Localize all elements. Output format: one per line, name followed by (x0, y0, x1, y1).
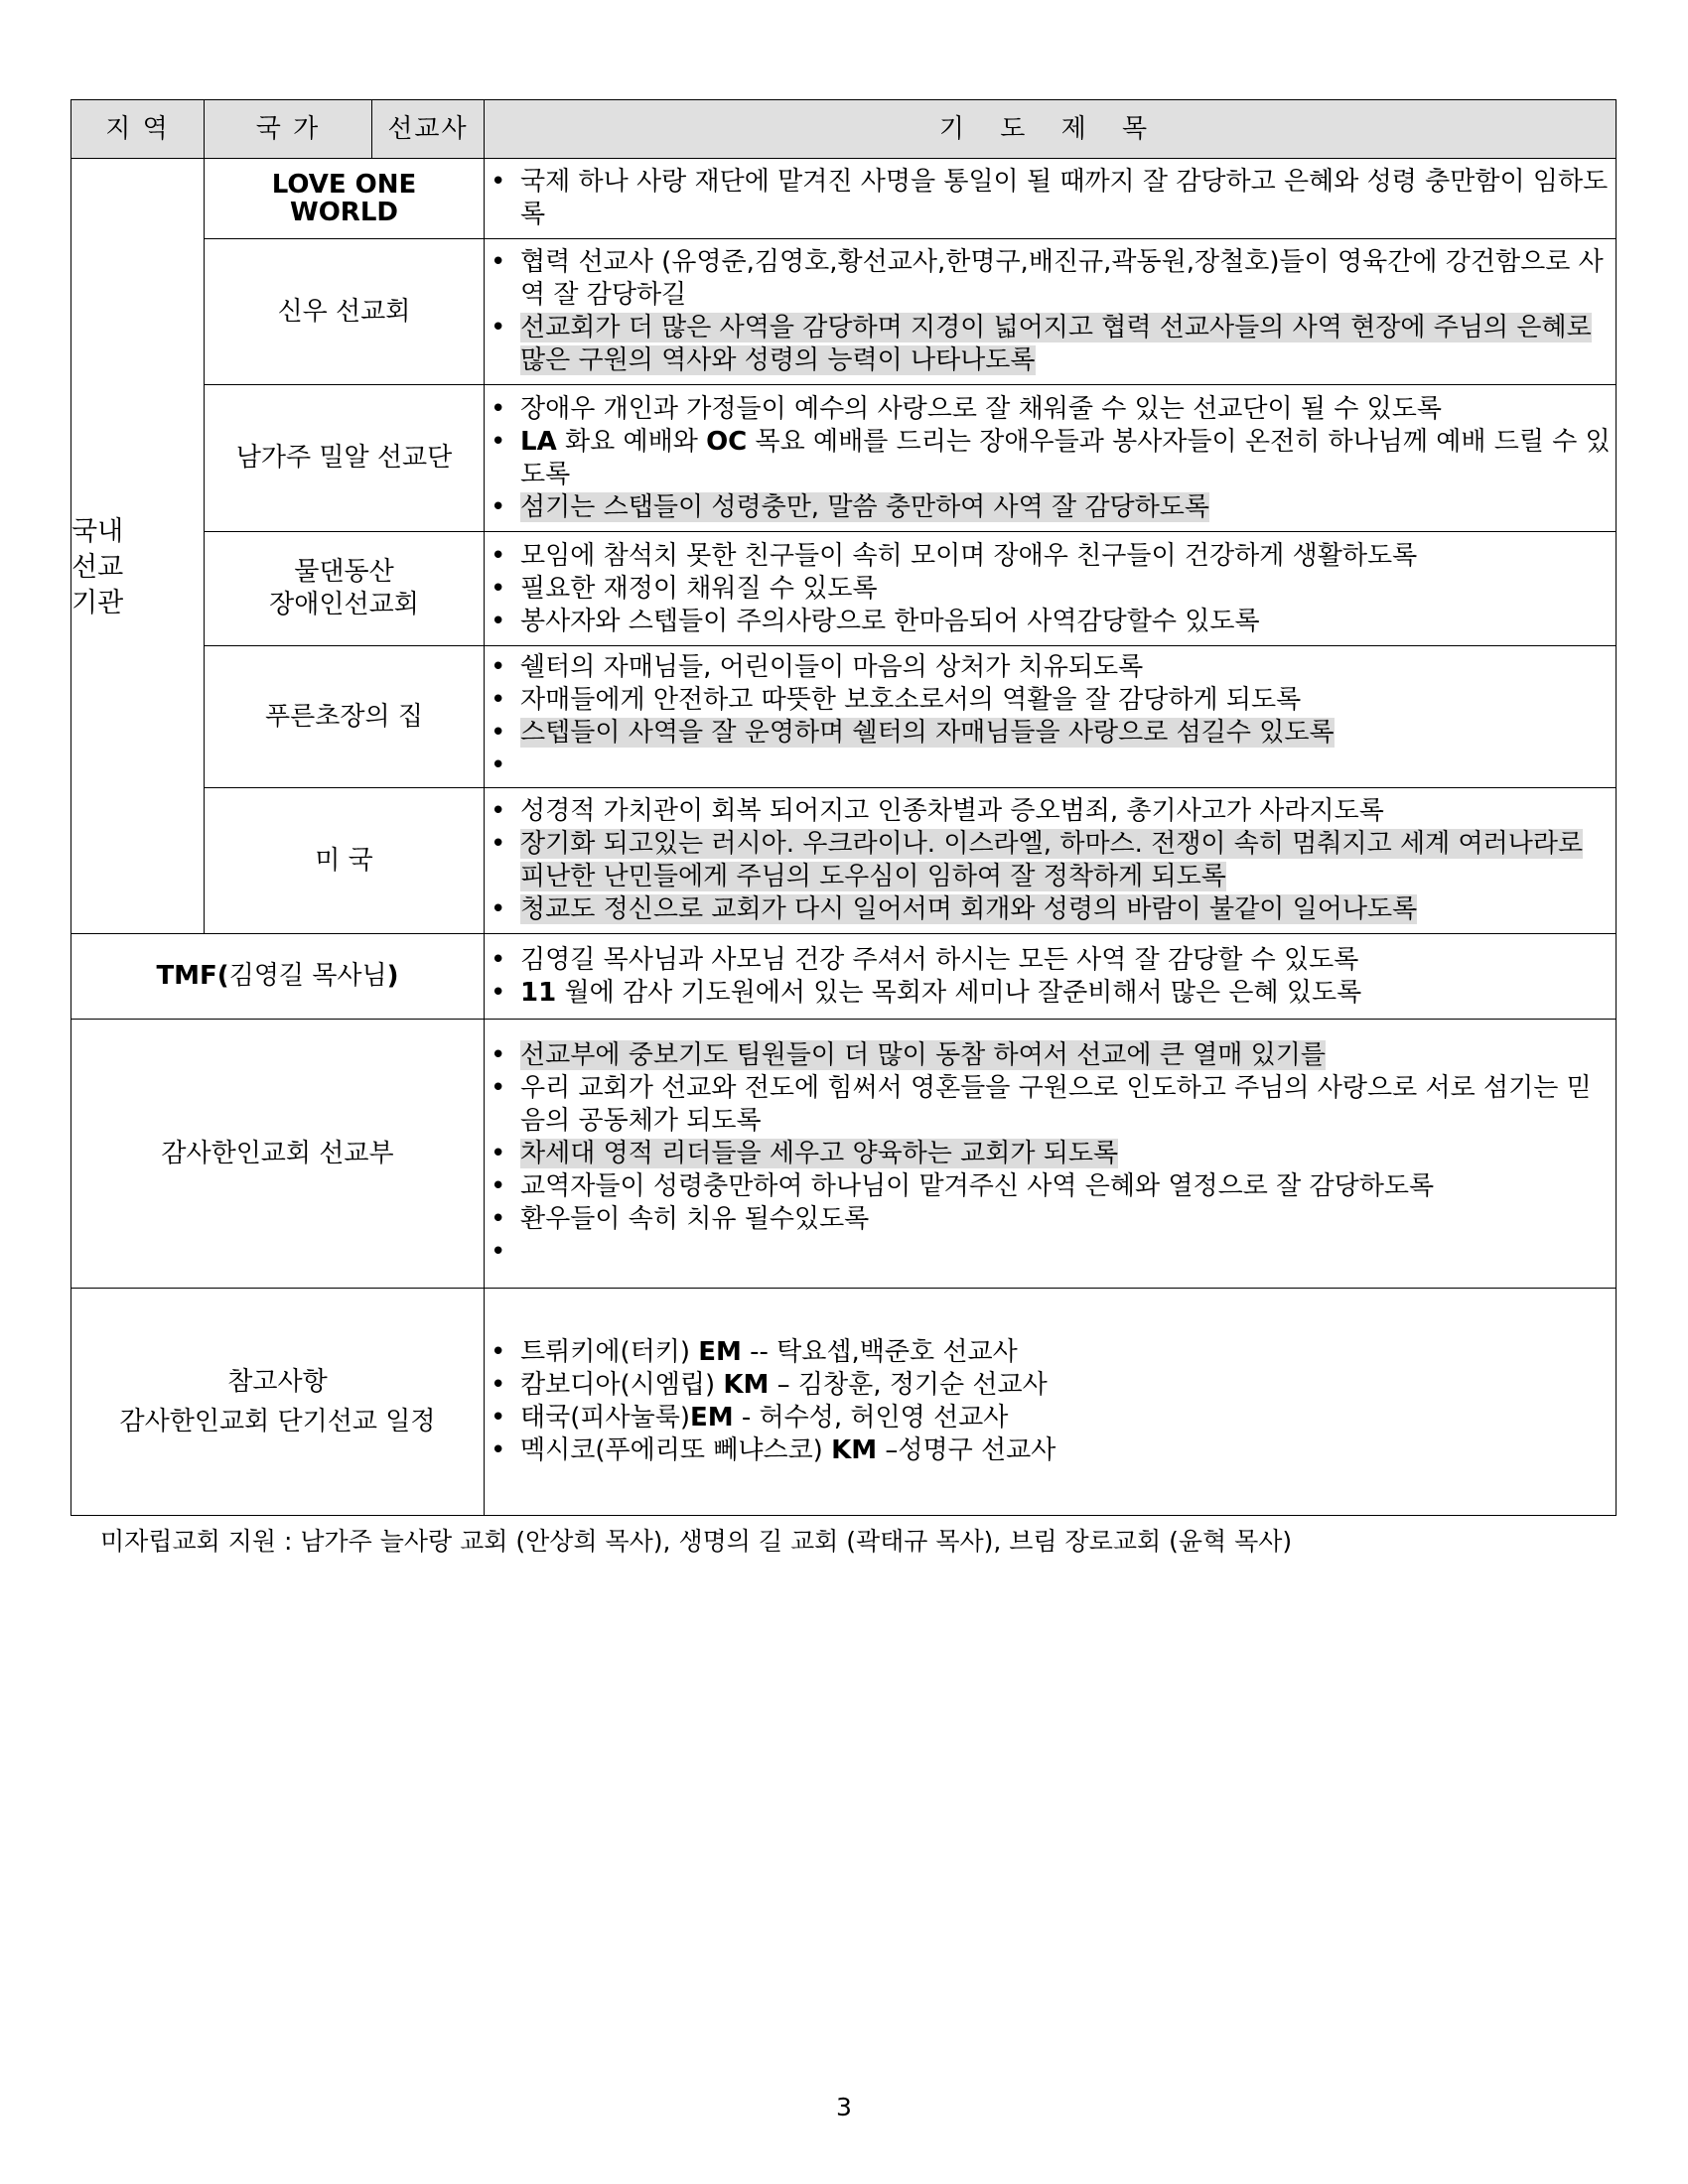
table-row (71, 159, 1617, 239)
list-item: • 국제 하나 사랑 재단에 맡겨진 사명을 통일이 될 때까지 잘 감당하고 은혜와 성령 충만함이 임하도록 (485, 166, 1616, 231)
prayer-items (485, 239, 1617, 385)
list-item: • 11 월에 감사 기도원에서 있는 목회자 세미나 잘준비해서 많은 은혜 있도록 (485, 977, 1616, 1010)
table-row (71, 1289, 1617, 1516)
region-cell (71, 159, 205, 934)
prayer-table (70, 99, 1617, 1516)
list-item: • 교역자들이 성령충만하여 하나님이 맡겨주신 사역 은혜와 열정으로 잘 감당하도록 (485, 1170, 1616, 1203)
table-row (71, 1020, 1617, 1289)
table-row (71, 934, 1617, 1020)
list-item: • 멕시코(푸에리또 뻬냐스코) KM –성명구 선교사 (485, 1434, 1616, 1467)
header-prayer-title: 기 도 제 목 (485, 100, 1617, 159)
list-item: • 협력 선교사 (유영준,김영호,황선교사,한명구,배진규,곽동원,장철호)들이 영육간에 강건함으로 사역 잘 감당하길 (485, 246, 1616, 312)
prayer-items (485, 934, 1617, 1020)
list-item: • 필요한 재정이 채워질 수 있도록 (485, 573, 1616, 606)
org-love-one-world: LOVE ONE WORLD (205, 159, 485, 239)
list-item: • 성경적 가치관이 회복 되어지고 인종차별과 증오범죄, 총기사고가 사라지도록 (485, 795, 1616, 828)
header-region: 지 역 (71, 100, 205, 159)
list-item: • 선교회가 더 많은 사역을 감당하며 지경이 넓어지고 협력 선교사들의 사역 현장에 주님의 은혜로 많은 구원의 역사와 성령의 능력이 나타나도록 (485, 312, 1616, 377)
prayer-items (485, 159, 1617, 239)
prayer-items (485, 1289, 1617, 1516)
list-item: • 환우들이 속히 치유 될수있도록 (485, 1203, 1616, 1236)
org-shinwoo: 신우 선교회 (205, 239, 485, 385)
table-row (71, 239, 1617, 385)
reference-cell: 참고사항 감사한인교회 단기선교 일정 (71, 1289, 485, 1516)
region-label: 국내 선교 기관 (71, 516, 124, 618)
prayer-items (485, 788, 1617, 934)
list-item: • 청교도 정신으로 교회가 다시 일어서며 회개와 성령의 바람이 불같이 일어나도록 (485, 893, 1616, 926)
table-header-row (71, 100, 1617, 159)
prayer-items (485, 1020, 1617, 1289)
org-usa: 미 국 (205, 788, 485, 934)
list-item: • 태국(피사눌룩)EM - 허수성, 허인영 선교사 (485, 1402, 1616, 1434)
prayer-items (485, 646, 1617, 788)
list-item: • 선교부에 중보기도 팀원들이 더 많이 동참 하여서 선교에 큰 열매 있기를 (485, 1039, 1616, 1072)
table-row (71, 788, 1617, 934)
list-item: • LA 화요 예배와 OC 목요 예배를 드리는 장애우들과 봉사자들이 온전히 하나님께 예배 드릴 수 있도록 (485, 426, 1616, 491)
list-item: • 캄보디아(시엠립) KM – 김창훈, 정기순 선교사 (485, 1369, 1616, 1402)
list-item: • 장애우 개인과 가정들이 예수의 사랑으로 잘 채워줄 수 있는 선교단이 될 수 있도록 (485, 393, 1616, 426)
list-item: • 스텝들이 사역을 잘 운영하며 쉘터의 자매님들을 사랑으로 섬길수 있도록 (485, 717, 1616, 750)
list-item: • 섬기는 스탭들이 성령충만, 말씀 충만하여 사역 잘 감당하도록 (485, 491, 1616, 524)
list-item: • 쉘터의 자매님들, 어린이들이 마음의 상처가 치유되도록 (485, 651, 1616, 684)
prayer-items (485, 385, 1617, 532)
org-green-pasture: 푸른초장의 집 (205, 646, 485, 788)
org-muldaen: 물댄동산 장애인선교회 (205, 532, 485, 646)
list-item: • 우리 교회가 선교와 전도에 힘써서 영혼들을 구원으로 인도하고 주님의 사랑으로 서로 섬기는 믿음의 공동체가 되도록 (485, 1072, 1616, 1138)
list-item: • 김영길 목사님과 사모님 건강 주셔서 하시는 모든 사역 잘 감당할 수 있도록 (485, 944, 1616, 977)
header-country: 국 가 (205, 100, 372, 159)
header-missionary: 선교사 (372, 100, 485, 159)
list-item (485, 750, 1616, 782)
org-tmf: TMF(김영길 목사님) (71, 934, 485, 1020)
prayer-items (485, 532, 1617, 646)
org-church-mission: 감사한인교회 선교부 (71, 1020, 485, 1289)
list-item: • 트뤼키에(터키) EM -- 탁요셉,백준호 선교사 (485, 1336, 1616, 1369)
list-item: • 자매들에게 안전하고 따뜻한 보호소로서의 역활을 잘 감당하게 되도록 (485, 684, 1616, 717)
list-item: • 봉사자와 스텝들이 주의사랑으로 한마음되어 사역감당할수 있도록 (485, 606, 1616, 638)
list-item: • 차세대 영적 리더들을 세우고 양육하는 교회가 되도록 (485, 1138, 1616, 1170)
org-milal: 남가주 밀알 선교단 (205, 385, 485, 532)
list-item (485, 1236, 1616, 1269)
list-item: • 모임에 참석치 못한 친구들이 속히 모이며 장애우 친구들이 건강하게 생활하도록 (485, 540, 1616, 573)
table-row (71, 532, 1617, 646)
table-row (71, 646, 1617, 788)
page-number: 3 (836, 2093, 852, 2121)
footer-note: 미자립교회 지원 : 남가주 늘사랑 교회 (안상희 목사), 생명의 길 교회 (곽태규 목사), 브림 장로교회 (윤혁 목사) (100, 1527, 1293, 1556)
table-row (71, 385, 1617, 532)
list-item: • 장기화 되고있는 러시아. 우크라이나. 이스라엘, 하마스. 전쟁이 속히 멈춰지고 세계 여러나라로 피난한 난민들에게 주님의 도우심이 임하여 잘 정착하게 되도록 (485, 828, 1616, 893)
